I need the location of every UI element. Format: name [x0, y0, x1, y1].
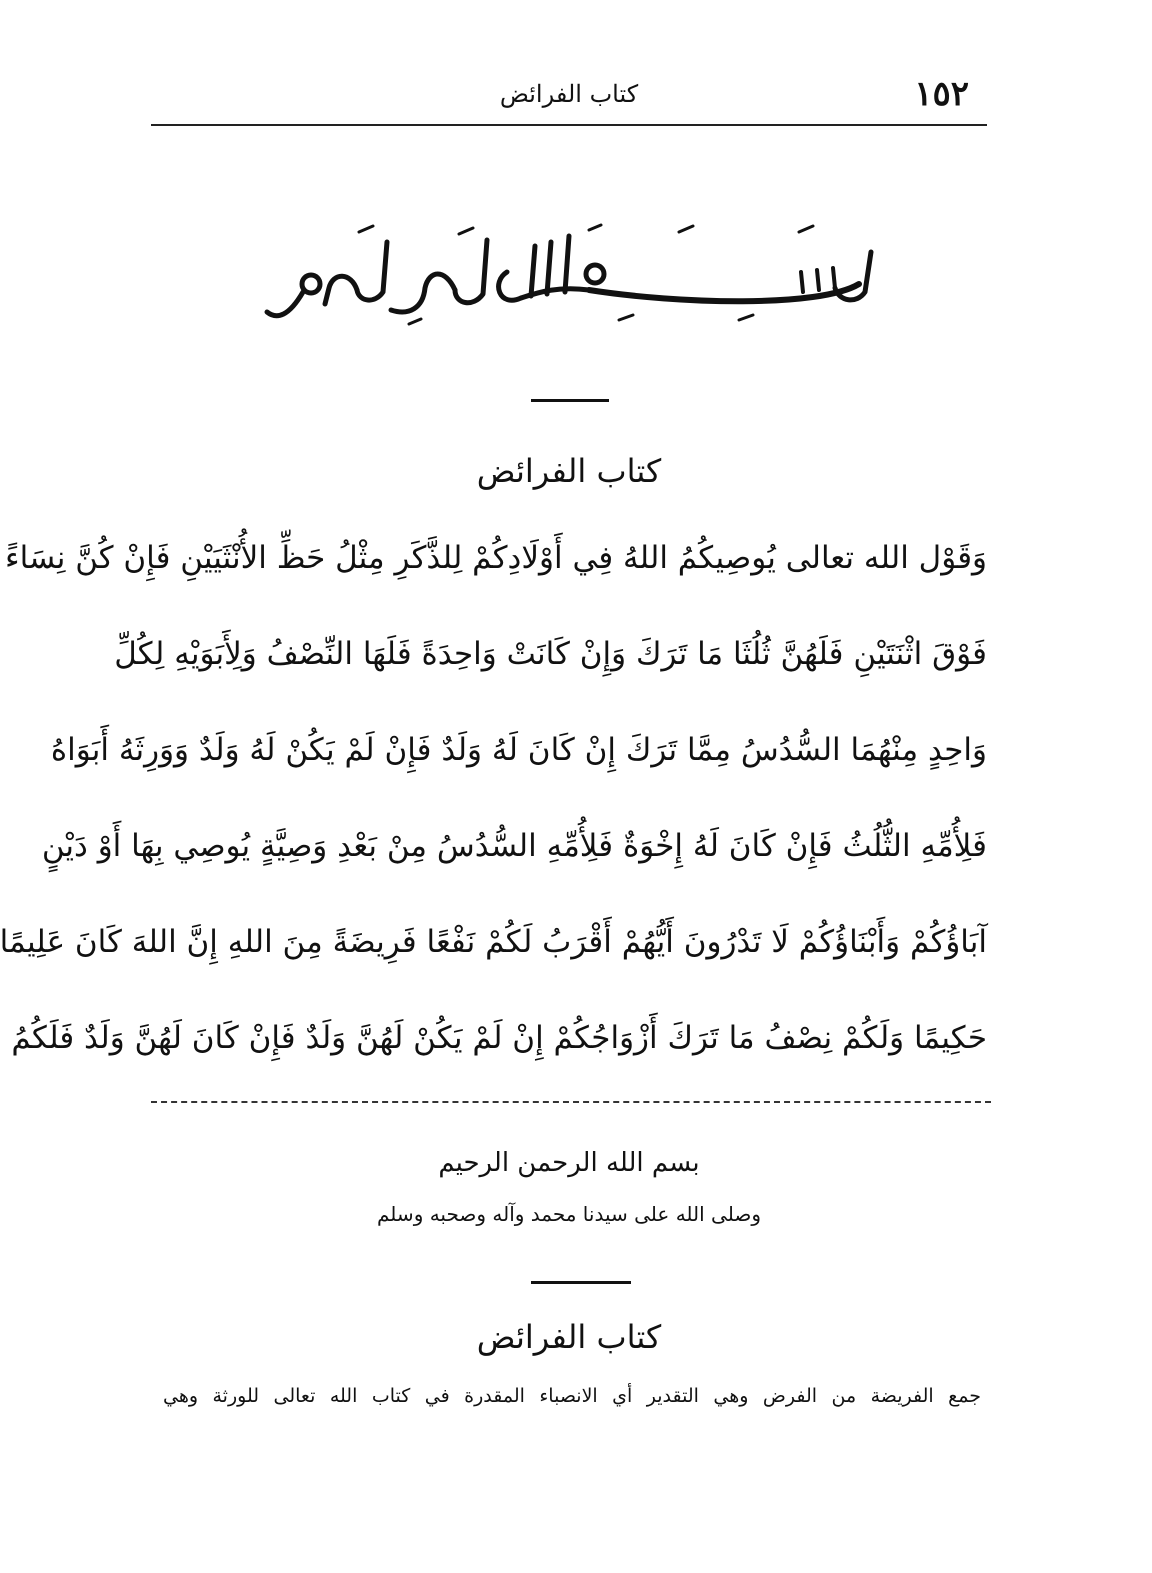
chapter-title: كتاب الفرائض — [476, 452, 662, 490]
commentary-basmala: بسم الله الرحمن الرحيم — [438, 1148, 700, 1178]
header-divider — [151, 124, 987, 126]
ornamental-divider — [531, 1281, 631, 1284]
commentary-blessing: وصلى الله على سيدنا محمد وآله وصحبه وسلم — [377, 1202, 761, 1226]
verse-line: وَقَوْل الله تعالى يُوصِيكُمُ اللهُ فِي أَوْلَادِكُمْ لِلذَّكَرِ مِثْلُ حَظِّ الأُنْثَيَيْنِ فَإِنْ كُنَّ نِسَاءً — [5, 540, 987, 576]
page-header — [151, 68, 987, 120]
page-number: ١٥٢ — [914, 74, 969, 114]
verse-line: وَاحِدٍ مِنْهُمَا السُّدُسُ مِمَّا تَرَكَ إِنْ كَانَ لَهُ وَلَدٌ فَإِنْ لَمْ يَكُنْ لَهُ وَلَدٌ وَوَرِثَهُ أَبَوَاهُ — [50, 732, 987, 768]
ornamental-divider — [531, 399, 609, 402]
verse-line: حَكِيمًا وَلَكُمْ نِصْفُ مَا تَرَكَ أَزْوَاجُكُمْ إِنْ لَمْ يَكُنْ لَهُنَّ وَلَدٌ فَإِنْ كَانَ لَهُنَّ وَلَدٌ فَلَكُمُ — [11, 1020, 987, 1056]
running-title: كتاب الفرائض — [499, 80, 639, 108]
commentary-chapter-title: كتاب الفرائض — [476, 1318, 662, 1356]
basmala-calligraphy — [259, 212, 889, 332]
verse-line: فَوْقَ اثْنَتَيْنِ فَلَهُنَّ ثُلُثَا مَا تَرَكَ وَإِنْ كَانَتْ وَاحِدَةً فَلَهَا النِّصْفُ وَلِأَبَوَيْهِ لِكُلِّ — [114, 636, 987, 672]
verse-line: آبَاؤُكُمْ وَأَبْنَاؤُكُمْ لَا تَدْرُونَ أَيُّهُمْ أَقْرَبُ لَكُمْ نَفْعًا فَرِيضَةً مِنَ اللهِ إِنَّ اللهَ كَانَ عَلِيمًا — [0, 924, 987, 960]
commentary-text: جمع الفريضة من الفرض وهي التقدير أي الانصباء المقدرة في كتاب الله تعالى للورثة وهي — [163, 1385, 981, 1407]
verse-text — [0, 510, 987, 1086]
section-divider — [151, 1101, 991, 1103]
verse-line: فَلِأُمِّهِ الثُّلُثُ فَإِنْ كَانَ لَهُ إِخْوَةٌ فَلِأُمِّهِ السُّدُسُ مِنْ بَعْدِ وَصِيَّةٍ يُوصِي بِهَا أَوْ دَيْنٍ — [41, 828, 987, 864]
